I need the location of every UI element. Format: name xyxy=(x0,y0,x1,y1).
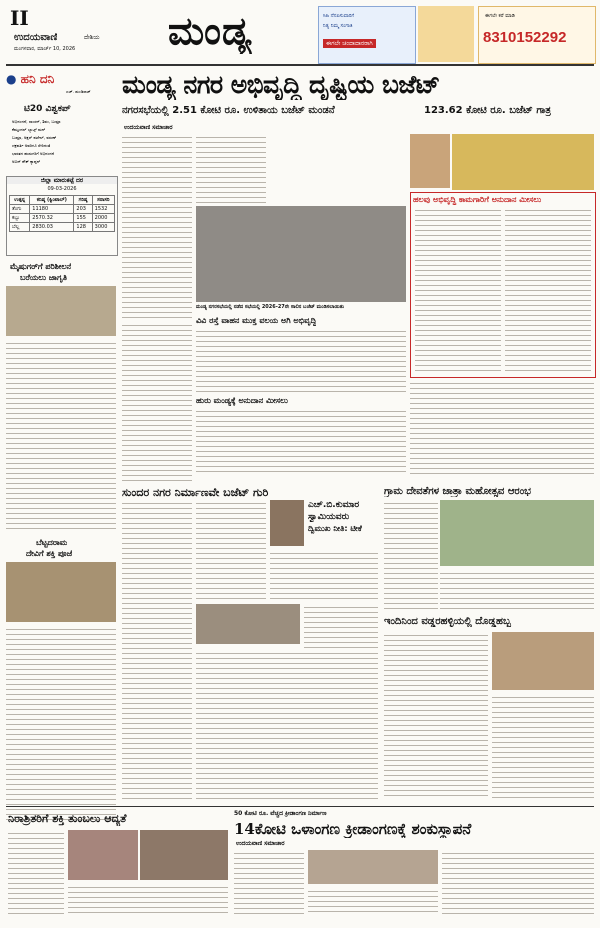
market-box xyxy=(6,176,118,256)
temple-heading: ಗ್ರಾಮ ದೇವತೆಗಳ ಜಾತ್ರಾ ಮಹೋತ್ಸವ ಆರಂಭ xyxy=(384,486,531,497)
market-header: ಉತ್ಪನ್ನ xyxy=(10,196,30,205)
stadium-byline: ಉದಯವಾಣಿ ಸಮಾಚಾರ xyxy=(236,840,285,847)
story1-photo xyxy=(6,286,116,336)
stadium-body-1 xyxy=(234,850,304,916)
lead-subhead-bar xyxy=(122,104,594,120)
grants-heading: ಹಲವು ಅಭಿವೃದ್ಧಿ ಕಾಮಗಾರಿಗೆ ಅನುದಾನ ಮೀಸಲು xyxy=(413,195,542,204)
grants-box xyxy=(410,192,596,378)
story2-body xyxy=(6,626,116,822)
poem-line: ಚಕ್ರವರ್ತಿ ಅವರಿಗೂ ಸೇರಿದಂತೆ xyxy=(12,143,51,148)
lead-body-col4 xyxy=(122,322,192,482)
lead-photo xyxy=(196,206,406,302)
market-header: ಕನಿಷ್ಠ (ಕ್ವಿಂಟಾಲ್) xyxy=(30,196,74,205)
lead-photo-caption: ಮಂಡ್ಯ ನಗರಸಭೆಯಲ್ಲಿ ನಡೆದ ಸಭೆಯಲ್ಲಿ 2026-27ನೇ ಸಾಲಿನ ಬಜೆಟ್ ಮಂಡಿಸಲಾಯಿತು xyxy=(196,304,345,310)
grants-list-left xyxy=(415,207,501,371)
bottom-body-2 xyxy=(68,884,228,916)
issue-date: ಮಂಗಳವಾರ, ಮಾರ್ಚ್ 10, 2026 xyxy=(14,46,76,52)
story1-title: ಮೈಷುಗರ್‌ಗೆ ಪರಿಶೀಲನೆ xyxy=(10,262,72,271)
stadium-body-3 xyxy=(442,850,594,916)
person-photo xyxy=(410,134,450,188)
lead-byline: ಉದಯವಾಣಿ ಸಮಾಚಾರ xyxy=(124,124,173,131)
honey-brand-title: ಹನಿ ದನಿ xyxy=(20,72,55,86)
poem-line: ಕೆಮ್ಮಂದಲ್ ಬ್ಯಾಟ್ಸ್ ಮನ್ xyxy=(12,127,46,132)
edition-label: ದೇಶಿಯ xyxy=(84,34,100,41)
phone-number: 8310152292 xyxy=(483,29,567,46)
profile-photo xyxy=(270,500,304,546)
lead-subsection-2: ಹುರು ಮಂಡ್ಯಕ್ಕೆ ಅನುದಾನ ಮೀಸಲು xyxy=(196,396,288,405)
ad-line-2: ನಿತ್ಯ ನಿಮ್ಮ ಸಂಗಾತಿ xyxy=(323,23,353,29)
temple-body-col2 xyxy=(440,570,594,610)
honey-brand xyxy=(6,72,54,87)
profile-body-2 xyxy=(304,604,378,648)
quote-photo xyxy=(196,604,300,644)
grants-list-right xyxy=(505,207,591,371)
budget-quote xyxy=(122,486,378,500)
lead-headline: ಮಂಡ್ಯ ನಗರ ಅಭಿವೃದ್ಧಿ ದೃಷ್ಟಿಯ ಬಜೆಟ್ xyxy=(122,70,440,99)
lead-body-col2 xyxy=(196,134,266,204)
logo-mark: II xyxy=(10,6,29,30)
story2-sub: ದೇವಿಗೆ ಶಕ್ತಿ ಪೂಜೆ xyxy=(26,549,73,558)
story2-photo xyxy=(6,562,116,622)
table-row: ಬೆಲ್ಲ 2830.03 128 3000 xyxy=(10,223,115,232)
stadium-photo xyxy=(308,850,438,884)
subscription-ad xyxy=(318,6,416,64)
masthead xyxy=(0,0,600,66)
lead-body-col3 xyxy=(196,328,406,392)
quote-body-col2 xyxy=(196,500,266,602)
temple-body-col4 xyxy=(492,694,594,800)
market-date: 09-03-2026 xyxy=(47,186,77,192)
table-row: ತೆಂಗು 11180 203 1532 xyxy=(10,205,115,214)
stadium-headline: 14ಕೋಟಿ ಒಳಾಂಗಣ ಕ್ರೀಡಾಂಗಣಕ್ಕೆ ಶಂಕುಸ್ಥಾಪನೆ xyxy=(234,820,472,838)
story2-title: ಬೆಟ್ಟದರಾಮ xyxy=(36,538,68,547)
lead-body-col5 xyxy=(196,408,406,472)
table-row: ಕಬ್ಬು 2570.32 155 2000 xyxy=(10,214,115,223)
market-header: ಗರಿಷ್ಠ xyxy=(74,196,92,205)
quote-body-col3 xyxy=(196,650,378,800)
profile-role: ಸ್ವಾಮಿಯವರು xyxy=(308,512,350,522)
stadium-body-2 xyxy=(308,888,438,916)
bottom-photo-2 xyxy=(140,830,228,880)
temple-heading-2: ಇಂದಿನಿಂದ ವಡ್ಡರಹಳ್ಳಿಯಲ್ಲಿ ದೊಡ್ಡಹಬ್ಬ xyxy=(384,616,511,627)
honey-author: ಎಚ್. ಡುಂಡಿರಾಜ್ xyxy=(66,89,91,94)
temple-photo xyxy=(440,500,594,566)
lead-subhead-right: 123.62 ಕೋಟಿ ರೂ. ಬಜೆಟ್ ಗಾತ್ರ xyxy=(424,105,552,116)
honey-icon: ● xyxy=(6,72,17,86)
profile-title: ದ್ವಿಮುಖ ನೀತಿ: ಟೀಕೆ xyxy=(308,524,362,533)
stadium-kicker: 50 ಕೋಟಿ ರೂ. ವೆಚ್ಚದ ಕ್ರೀಡಾಂಗಣ ನಿರ್ಮಾಣ xyxy=(234,810,327,817)
bottom-photo-1 xyxy=(68,830,138,880)
story1-body xyxy=(6,340,116,530)
market-table xyxy=(9,195,115,232)
temple-body-col3 xyxy=(384,632,488,800)
ad-line-1: ಸಿಹಿ ನೆನಪಿಸುವಾರಿಗೆ xyxy=(323,13,355,19)
poem-line: ಅಬಿನ್ ಶೌಕ್ ಕ್ಯಾಪ್ಟನ್ xyxy=(12,159,41,164)
lead-photo-right xyxy=(452,134,594,190)
lead-body-col6 xyxy=(410,380,594,476)
budget-quote-text: ಸುಂದರ ನಗರ ನಿರ್ಮಾಣವೇ ಬಜೆಟ್ ಗುರಿ xyxy=(122,486,269,499)
district-title: ಮಂಡ್ಯ xyxy=(168,8,253,53)
temple-body-col1 xyxy=(384,500,438,610)
lead-body-col1 xyxy=(122,134,192,320)
shelter-quote: ನಿರಾಶ್ರಿತರಿಗೆ ಶಕ್ತಿ ತುಂಬಲು ಆದ್ಯತೆ xyxy=(8,812,127,825)
paper-name: ಉದಯವಾಣಿ xyxy=(14,32,58,43)
quote-body-col1 xyxy=(122,500,192,800)
poem-title: ಟಿ20 ವಿಶ್ವಕಪ್ xyxy=(24,104,71,114)
market-title: ಜಿಲ್ಲಾ ಮಾರುಕಟ್ಟೆ ದರ xyxy=(7,177,117,184)
left-column xyxy=(6,70,116,830)
profile-body xyxy=(270,550,378,602)
bottom-rule xyxy=(6,806,594,807)
poem-line: ಅಭಿನಂದನೆ, ಸಾಂಸನ್, ಶಿವಂ, ಬುಮ್ರಾ xyxy=(12,119,61,124)
story1-sub: ಬರೆಯಲು ಜಾಗೃತಿ xyxy=(20,273,68,282)
ad-line-3: ಈಗಲೇ ಚಂದಾದಾರರಾಗಿ xyxy=(323,39,376,48)
profile-box xyxy=(270,500,378,602)
lead-subhead: ನಗರಸಭೆಯಲ್ಲಿ 2.51 ಕೋಟಿ ರೂ. ಉಳಿತಾಯ ಬಜೆಟ್ ಮಂಡನೆ xyxy=(122,105,335,116)
market-header: ಸರಾಸರಿ xyxy=(92,196,114,205)
poem-line: ಬುಮ್ರಾ, ಅಕ್ಷರ್ ಪಟೇಲ್, ವರುಣ್ xyxy=(12,135,57,140)
ad-image xyxy=(418,6,474,62)
phone-ad-caption: ಈಗಲೇ ಕರೆ ಮಾಡಿ xyxy=(485,13,515,19)
phone-ad xyxy=(478,6,596,64)
poem-line: ಭಾರತದ ಹುಡುಗರಿಗೆ ಅಭಿನಂದನೆ xyxy=(12,151,55,156)
masthead-rule xyxy=(6,64,594,66)
profile-name: ಎಚ್.ಬಿ.ಕುಮಾರ xyxy=(308,500,360,510)
lead-subsection-1: ವಿವಿ ರಸ್ತೆ ವಾಹನ ಮುಕ್ತ ವಲಯ ಅಗಿ ಅಭಿವೃದ್ಧಿ xyxy=(196,316,317,325)
temple-photo-2 xyxy=(492,632,594,690)
bottom-body-1 xyxy=(8,830,64,916)
